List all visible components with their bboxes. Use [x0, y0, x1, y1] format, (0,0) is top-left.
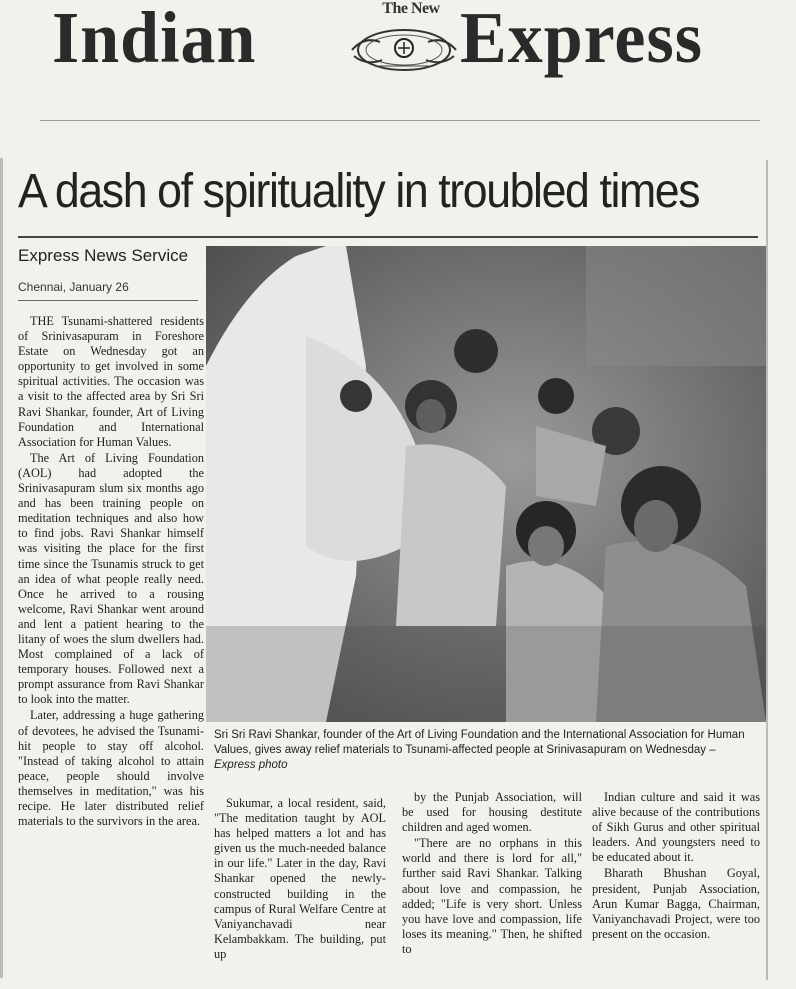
headline-rule [18, 236, 758, 238]
byline: Express News Service [18, 246, 189, 265]
paragraph: "There are no orphans in this world and there is lord for all," further said Ravi Shankar. Talking about love and compassion, he added; "Life is very short. Unless you have love and compassion, life loses its meaning." Then, he shifted to [402, 836, 582, 956]
masthead [40, 0, 760, 121]
byline-rule [18, 300, 198, 301]
clipping-border-left [0, 158, 3, 978]
paragraph: THE Tsunami-shattered residents of Srinivasapuram in Foreshore Estate on Wednesday got an opportunity to get involved in some spiritual activities. The occasion was a visit to the affected area by Sri Sri Ravi Shankar, founder, Art of Living Foundation and International Association for Human Values. [18, 314, 204, 449]
dateline: Chennai, January 26 [18, 280, 129, 294]
paragraph: Bharath Bhushan Goyal, president, Punjab Association, Arun Kumar Bagga, Chairman, Vaniyanchavadi Project, were too present on the occasion. [592, 866, 760, 941]
photo-caption [214, 728, 760, 773]
paragraph: The Art of Living Foundation (AOL) had adopted the Srinivasapuram slum six months ago and has been training people on meditation techniques and also how to find jobs. Ravi Shankar himself was visiting the place for the first time since the Tsunamis struck to get an idea of what people really need. Once he arrived to a rousing welcome, Ravi Shankar went around and lent a patient hearing to the litany of woes the slum dwellers had. Most complained of a lack of temporary houses. Followed next a prompt assurance from Ravi Shankar to look into the matter. [18, 450, 204, 707]
masthead-rule [40, 120, 760, 121]
headline: A dash of spirituality in troubled times [18, 165, 700, 218]
masthead-word-indian: Indian [52, 0, 257, 79]
clipping-border-right [766, 160, 768, 980]
article-column-3 [402, 790, 582, 957]
masthead-emblem-icon [344, 22, 464, 74]
paragraph: Indian culture and said it was alive because of the contributions of Sikh Gurus and other spiritual leaders. And youngsters need to be educated about it. [592, 790, 760, 865]
paragraph: Sukumar, a local resident, said, "The meditation taught by AOL has helped matters a lot and has given us the much-needed balance in our life." Later in the day, Ravi Shankar opened the newly-constructed building in the campus of Rural Welfare Centre at Vaniyanchavadi near Kelambakkam. The building, put up [214, 796, 386, 961]
news-photo [206, 246, 766, 722]
article-column-1 [18, 314, 204, 829]
masthead-word-express: Express [460, 0, 703, 79]
photo-credit: Express photo [214, 759, 288, 771]
article-column-2 [214, 796, 386, 962]
caption-text: Sri Sri Ravi Shankar, founder of the Art of Living Foundation and the International Association for Human Values, gives away relief materials to Tsunami-affected people at Srinivasapuram on Wednesday – [214, 729, 745, 756]
article-column-4 [592, 790, 760, 942]
photo-image [206, 246, 766, 722]
paragraph: by the Punjab Association, will be used for housing destitute children and aged women. [402, 790, 582, 835]
masthead-the-new: The New [382, 0, 440, 17]
paragraph: Later, addressing a huge gathering of devotees, he advised the Tsunami-hit people to stay off alcohol. "Instead of taking alcohol to attain peace, people should involve themselves in meditation," was his recipe. He later distributed relief materials to the survivors in the area. [18, 708, 204, 829]
